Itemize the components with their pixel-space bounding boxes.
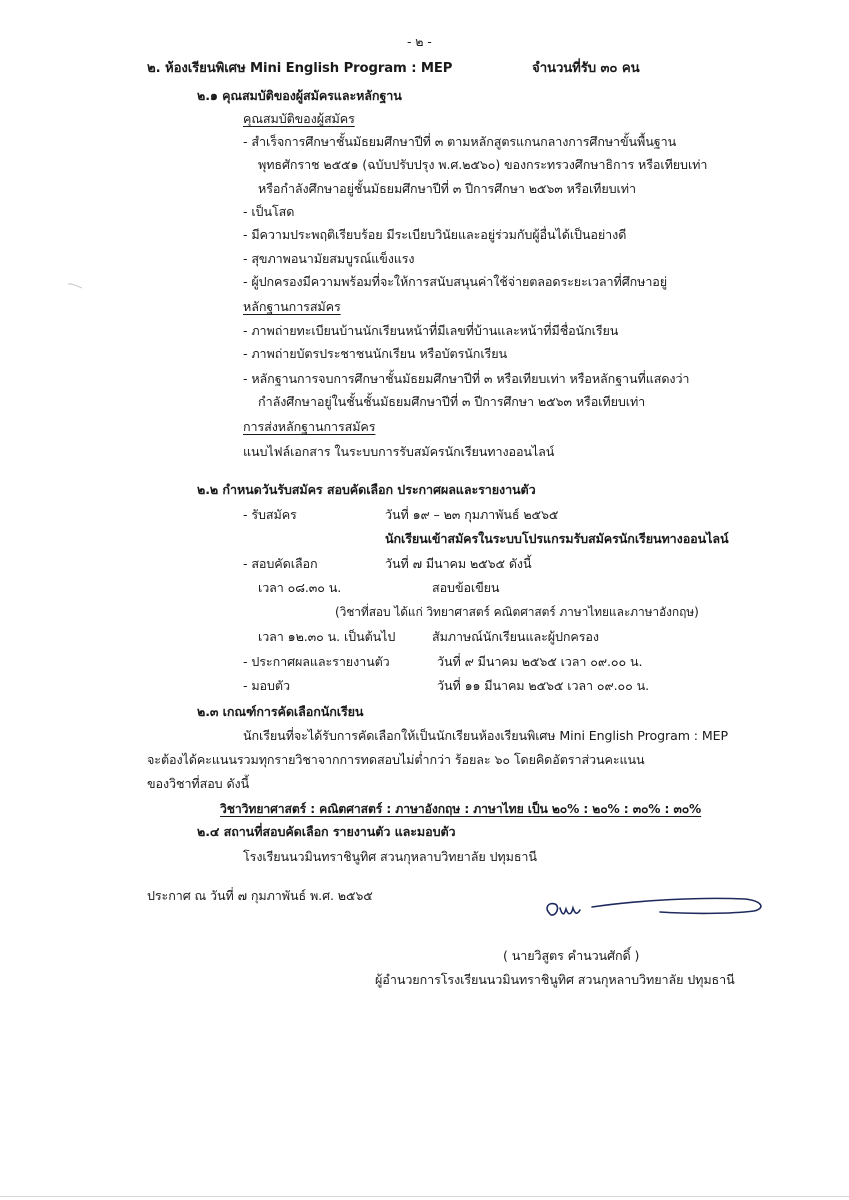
criteria-line: นักเรียนที่จะได้รับการคัดเลือกให้เป็นนักเรียนห้องเรียนพิเศษ Mini English Program : MEP bbox=[243, 728, 728, 743]
announce-date: วันที่ ๙ มีนาคม ๒๕๖๕ เวลา ๐๙.๐๐ น. bbox=[437, 654, 643, 669]
evidence-line: - ภาพถ่ายบัตรประชาชนนักเรียน หรือบัตรนักเรียน bbox=[243, 346, 507, 361]
handover-label: - มอบตัว bbox=[243, 678, 290, 693]
signer-position: ผู้อำนวยการโรงเรียนนวมินทราชินูทิศ สวนกุหลาบวิทยาลัย ปทุมธานี bbox=[375, 972, 735, 987]
apply-date: วันที่ ๑๙ – ๒๓ กุมภาพันธ์ ๒๕๖๕ bbox=[385, 507, 559, 522]
subsection-2-3-heading: ๒.๓ เกณฑ์การคัดเลือกนักเรียน bbox=[197, 704, 364, 719]
signer-name: ( นายวิสูตร คำนวนศักดิ์ ) bbox=[503, 948, 640, 963]
score-ratio: วิชาวิทยาศาสตร์ : คณิตศาสตร์ : ภาษาอังกฤษ : ภาษาไทย เป็น ๒๐% : ๒๐% : ๓๐% : ๓๐% bbox=[220, 802, 702, 816]
scan-edge-line bbox=[0, 1196, 849, 1197]
apply-label: - รับสมัคร bbox=[243, 507, 297, 522]
submit-text: แนบไฟล์เอกสาร ในระบบการรับสมัครนักเรียนทางออนไลน์ bbox=[243, 444, 555, 459]
evidence-line: - หลักฐานการจบการศึกษาชั้นมัธยมศึกษาปีที่ ๓ หรือเทียบเท่า หรือหลักฐานที่แสดงว่า bbox=[243, 371, 690, 386]
submit-heading: การส่งหลักฐานการสมัคร bbox=[243, 419, 376, 434]
signature-image bbox=[540, 890, 770, 935]
qualification-line: - ผู้ปกครองมีความพร้อมที่จะให้การสนับสนุนค่าใช้จ่ายตลอดระยะเวลาที่ศึกษาอยู่ bbox=[243, 274, 668, 289]
exam-date: วันที่ ๗ มีนาคม ๒๕๖๕ ดังนี้ bbox=[385, 556, 532, 571]
announce-label: - ประกาศผลและรายงานตัว bbox=[243, 654, 390, 669]
evidence-line: - ภาพถ่ายทะเบียนบ้านนักเรียนหน้าที่มีเลขที่บ้านและหน้าที่มีชื่อนักเรียน bbox=[243, 323, 619, 338]
handover-date: วันที่ ๑๑ มีนาคม ๒๕๖๕ เวลา ๐๙.๐๐ น. bbox=[437, 678, 650, 693]
exam-time-1: เวลา ๐๘.๓๐ น. bbox=[258, 580, 342, 595]
criteria-line: ของวิชาที่สอบ ดังนี้ bbox=[147, 776, 250, 791]
exam-time-2: เวลา ๑๒.๓๐ น. เป็นต้นไป bbox=[258, 629, 396, 644]
scan-smudge bbox=[66, 280, 86, 292]
apply-note: นักเรียนเข้าสมัครในระบบโปรแกรมรับสมัครนักเรียนทางออนไลน์ bbox=[385, 531, 729, 546]
announcement-date: ประกาศ ณ วันที่ ๗ กุมภาพันธ์ พ.ศ. ๒๕๖๕ bbox=[147, 888, 373, 903]
evidence-line: กำลังศึกษาอยู่ในชั้นชั้นมัธยมศึกษาปีที่ ๓ ปีการศึกษา ๒๕๖๓ หรือเทียบเท่า bbox=[258, 394, 646, 409]
qualification-heading: คุณสมบัติของผู้สมัคร bbox=[243, 111, 355, 126]
exam-label: - สอบคัดเลือก bbox=[243, 556, 318, 571]
exam-time-1-desc: สอบข้อเขียน bbox=[432, 580, 500, 595]
section-title: ๒. ห้องเรียนพิเศษ Mini English Program : MEP bbox=[147, 61, 453, 76]
evidence-heading: หลักฐานการสมัคร bbox=[243, 299, 341, 314]
subsection-2-4-heading: ๒.๔ สถานที่สอบคัดเลือก รายงานตัว และมอบตัว bbox=[197, 824, 456, 839]
qualification-line: พุทธศักราช ๒๕๕๑ (ฉบับปรับปรุง พ.ศ.๒๕๖๐) ของกระทรวงศึกษาธิการ หรือเทียบเท่า bbox=[258, 157, 708, 172]
qualification-line: - เป็นโสด bbox=[243, 204, 295, 219]
criteria-line: จะต้องได้คะแนนรวมทุกรายวิชาจากการทดสอบไม่ต่ำกว่า ร้อยละ ๖๐ โดยคิดอัตราส่วนคะแนน bbox=[147, 752, 645, 767]
subsection-2-2-heading: ๒.๒ กำหนดวันรับสมัคร สอบคัดเลือก ประกาศผลและรายงานตัว bbox=[197, 482, 536, 497]
quota-text: จำนวนที่รับ ๓๐ คน bbox=[532, 61, 640, 76]
qualification-line: - สุขภาพอนามัยสมบูรณ์แข็งแรง bbox=[243, 251, 415, 266]
exam-place: โรงเรียนนวมินทราชินูทิศ สวนกุหลาบวิทยาลัย ปทุมธานี bbox=[243, 849, 537, 864]
subsection-2-1-heading: ๒.๑ คุณสมบัติของผู้สมัครและหลักฐาน bbox=[197, 88, 402, 103]
qualification-line: - สำเร็จการศึกษาชั้นมัธยมศึกษาปีที่ ๓ ตามหลักสูตรแกนกลางการศึกษาขั้นพื้นฐาน bbox=[243, 134, 677, 149]
exam-time-2-desc: สัมภาษณ์นักเรียนและผู้ปกครอง bbox=[432, 629, 599, 644]
exam-subjects: (วิชาที่สอบ ได้แก่ วิทยาศาสตร์ คณิตศาสตร์ ภาษาไทยและภาษาอังกฤษ) bbox=[335, 605, 699, 619]
qualification-line: - มีความประพฤติเรียบร้อย มีระเบียบวินัยและอยู่ร่วมกับผู้อื่นได้เป็นอย่างดี bbox=[243, 227, 627, 242]
qualification-line: หรือกำลังศึกษาอยู่ชั้นมัธยมศึกษาปีที่ ๓ ปีการศึกษา ๒๕๖๓ หรือเทียบเท่า bbox=[258, 181, 636, 196]
page-number: - ๒ - bbox=[407, 34, 432, 49]
